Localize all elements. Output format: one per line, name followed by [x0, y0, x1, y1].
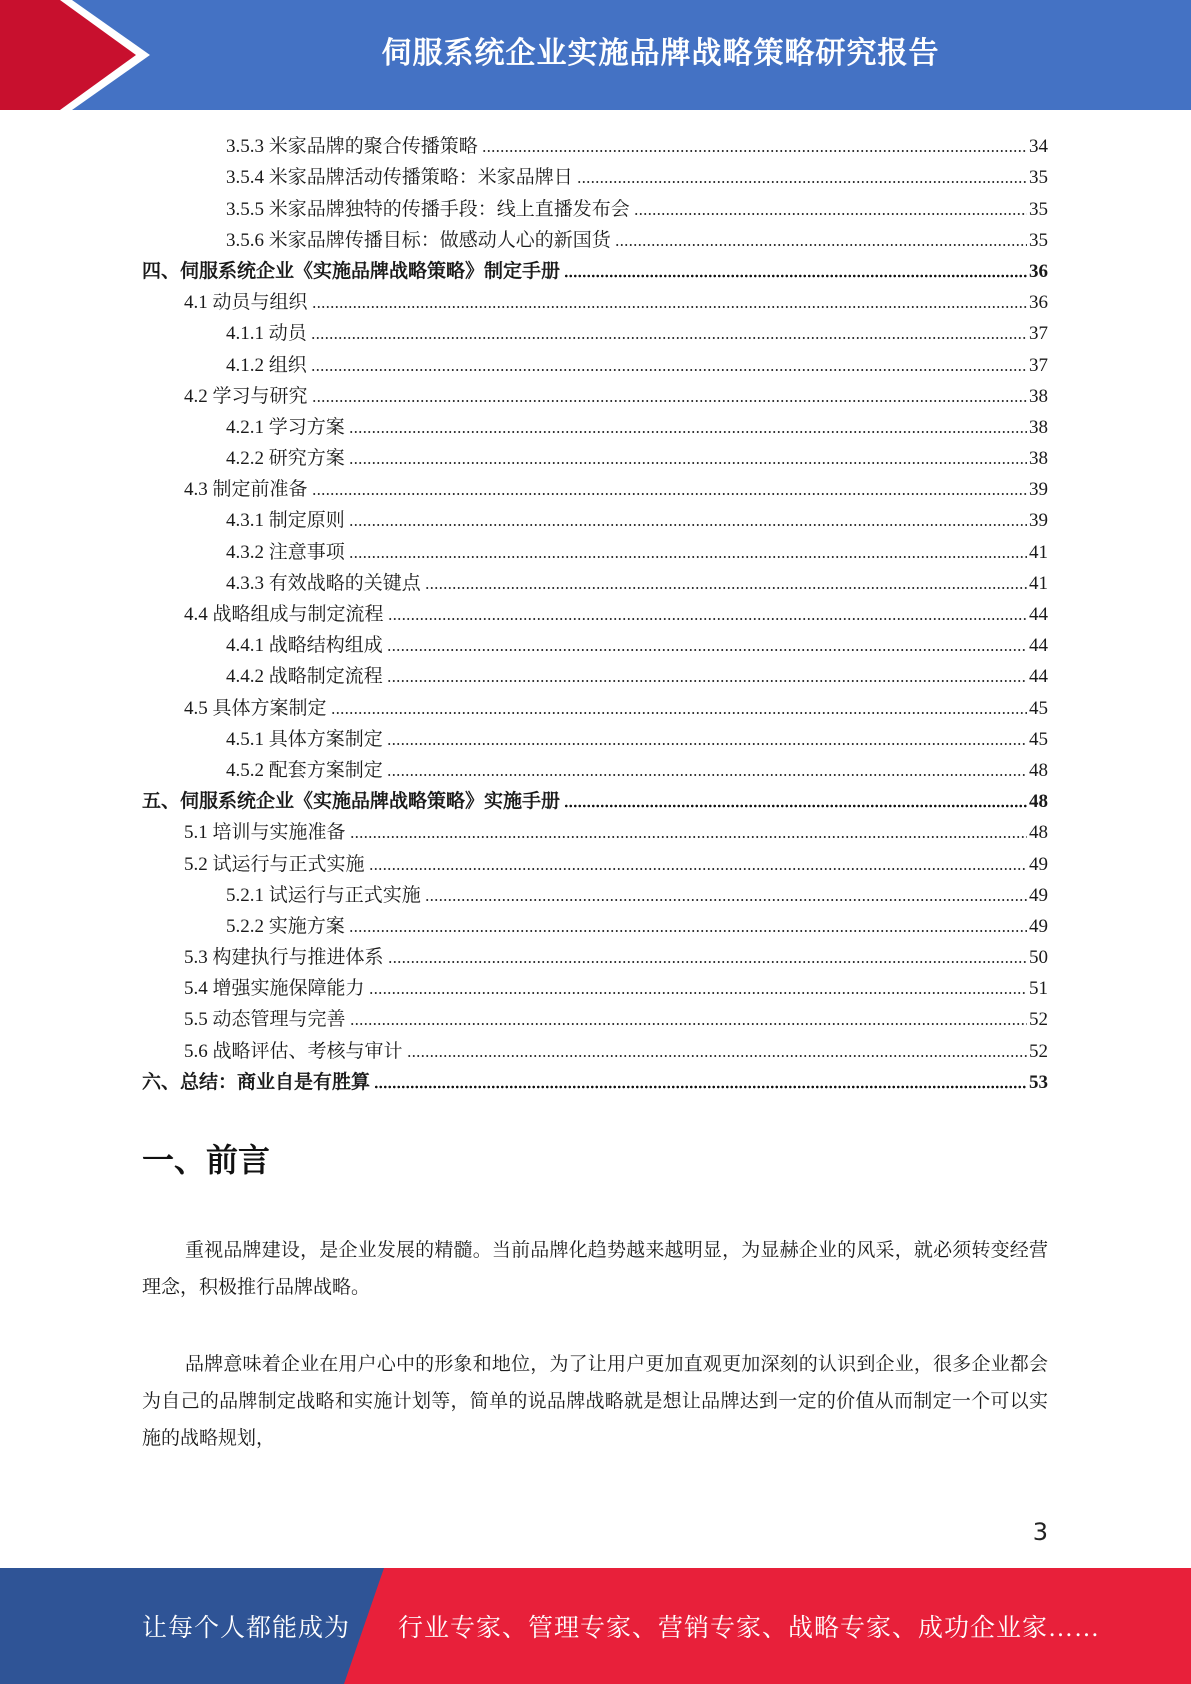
toc-entry-page: 37 [1029, 354, 1048, 376]
toc-dot-leader [387, 678, 1027, 684]
toc-entry[interactable] [142, 159, 1048, 190]
toc-entry-page: 51 [1029, 978, 1048, 1000]
toc-entry[interactable] [142, 1032, 1048, 1063]
toc-entry-page: 41 [1029, 572, 1048, 594]
page-header [0, 0, 1191, 110]
toc-dot-leader [407, 1053, 1027, 1059]
toc-entry-label: 3.5.6 米家品牌传播目标：做感动人心的新国货 [226, 229, 611, 251]
header-title: 伺服系统企业实施品牌战略策略研究报告 [381, 36, 940, 71]
toc-entry[interactable] [142, 1064, 1048, 1095]
toc-dot-leader [615, 242, 1027, 248]
toc-entry-label: 4.1.1 动员 [226, 323, 307, 345]
toc-entry-page: 44 [1029, 604, 1048, 625]
toc-entry[interactable] [142, 471, 1048, 502]
table-of-contents [142, 128, 1048, 1095]
toc-entry-label: 4.2 学习与研究 [184, 385, 308, 407]
toc-entry-label: 3.5.4 米家品牌活动传播策略：米家品牌日 [226, 167, 573, 189]
toc-entry[interactable] [142, 783, 1048, 814]
toc-entry[interactable] [142, 658, 1048, 689]
toc-dot-leader [387, 772, 1027, 778]
toc-entry[interactable] [142, 1001, 1048, 1032]
toc-dot-leader [425, 897, 1027, 903]
toc-entry-label: 4.3.2 注意事项 [226, 541, 345, 563]
toc-entry[interactable] [142, 845, 1048, 876]
toc-entry[interactable] [142, 908, 1048, 939]
toc-dot-leader [388, 616, 1027, 622]
toc-entry-label: 4.5.2 配套方案制定 [226, 759, 383, 781]
toc-dot-leader [331, 710, 1027, 716]
toc-entry[interactable] [142, 284, 1048, 315]
toc-entry[interactable] [142, 939, 1048, 970]
toc-entry-label: 5.2 试运行与正式实施 [184, 853, 365, 875]
toc-entry-page: 49 [1029, 884, 1048, 906]
body-paragraph-2: 品牌意味着企业在用户心中的形象和地位，为了让用户更加直观更加深刻的认识到企业，很多企业都会为自己的品牌制定战略和实施计划等，简单的说品牌战略就是想让品牌达到一定的价值从而制定一个可以实施的战略规划， [142, 1354, 1048, 1449]
toc-entry-page: 38 [1029, 385, 1048, 407]
toc-entry-label: 四、伺服系统企业《实施品牌战略策略》制定手册 [142, 260, 561, 282]
toc-entry-label: 5.2.2 实施方案 [226, 915, 345, 937]
toc-entry-label: 4.5.1 具体方案制定 [226, 728, 383, 750]
toc-entry[interactable] [142, 190, 1048, 221]
toc-entry[interactable] [142, 752, 1048, 783]
toc-entry[interactable] [142, 502, 1048, 533]
toc-entry-label: 4.4 战略组成与制定流程 [184, 604, 384, 625]
toc-entry-page: 39 [1029, 510, 1048, 532]
toc-entry-page: 48 [1029, 791, 1048, 813]
toc-entry-page: 44 [1029, 635, 1048, 657]
toc-entry-label: 5.6 战略评估、考核与审计 [184, 1040, 403, 1062]
toc-dot-leader [425, 585, 1027, 591]
toc-entry-label: 5.1 培训与实施准备 [184, 822, 346, 844]
toc-entry-label: 5.3 构建执行与推进体系 [184, 947, 384, 969]
toc-entry-label: 六、总结：商业自是有胜算 [142, 1071, 371, 1093]
toc-entry[interactable] [142, 627, 1048, 658]
toc-entry-page: 38 [1029, 448, 1048, 470]
toc-entry-page: 45 [1029, 697, 1048, 719]
toc-entry-page: 41 [1029, 541, 1048, 563]
toc-dot-leader [388, 959, 1027, 965]
toc-entry-label: 4.3.1 制定原则 [226, 510, 345, 532]
toc-entry-page: 49 [1029, 853, 1048, 875]
toc-entry-page: 39 [1029, 479, 1048, 501]
toc-entry-page: 44 [1029, 666, 1048, 688]
toc-entry[interactable] [142, 970, 1048, 1001]
toc-entry[interactable] [142, 596, 1048, 627]
toc-entry-label: 4.2.2 研究方案 [226, 448, 345, 470]
toc-entry-page: 35 [1029, 229, 1048, 251]
toc-entry-label: 4.4.2 战略制定流程 [226, 666, 383, 688]
toc-entry[interactable] [142, 409, 1048, 440]
toc-entry-label: 4.5 具体方案制定 [184, 697, 327, 719]
toc-entry-label: 4.1.2 组织 [226, 354, 307, 376]
toc-dot-leader [564, 273, 1027, 279]
toc-entry-label: 5.5 动态管理与完善 [184, 1009, 346, 1031]
toc-entry-page: 53 [1029, 1071, 1048, 1093]
header-arrow-icon [0, 0, 160, 110]
toc-entry-label: 4.2.1 学习方案 [226, 416, 345, 438]
toc-entry[interactable] [142, 814, 1048, 845]
footer-slogan-right: 行业专家、管理专家、营销专家、战略专家、成功企业家…… [398, 1615, 1101, 1642]
toc-dot-leader [312, 491, 1027, 497]
toc-dot-leader [369, 990, 1027, 996]
toc-entry-page: 34 [1029, 136, 1048, 158]
toc-dot-leader [374, 1084, 1027, 1090]
toc-entry-label: 4.3.3 有效战略的关键点 [226, 572, 421, 594]
toc-dot-leader [349, 928, 1027, 934]
toc-entry-page: 52 [1029, 1040, 1048, 1062]
toc-entry-page: 35 [1029, 198, 1048, 220]
toc-entry-page: 48 [1029, 759, 1048, 781]
toc-dot-leader [349, 460, 1027, 466]
toc-entry-label: 3.5.5 米家品牌独特的传播手段：线上直播发布会 [226, 198, 630, 220]
toc-entry-page: 48 [1029, 822, 1048, 844]
footer-slogan-left: 让每个人都能成为 [142, 1615, 351, 1642]
toc-entry-label: 5.2.1 试运行与正式实施 [226, 884, 421, 906]
toc-entry[interactable] [142, 689, 1048, 720]
section-heading: 一、前言 [142, 1141, 271, 1179]
toc-dot-leader [350, 834, 1027, 840]
toc-dot-leader [349, 522, 1027, 528]
toc-entry[interactable] [142, 378, 1048, 409]
toc-entry-label: 4.4.1 战略结构组成 [226, 635, 383, 657]
toc-dot-leader [387, 647, 1027, 653]
toc-entry[interactable] [142, 721, 1048, 752]
toc-entry-page: 45 [1029, 728, 1048, 750]
toc-entry[interactable] [142, 533, 1048, 564]
toc-entry[interactable] [142, 222, 1048, 253]
toc-entry-page: 50 [1029, 947, 1048, 969]
toc-entry[interactable] [142, 315, 1048, 346]
body-paragraph-1: 重视品牌建设，是企业发展的精髓。当前品牌化趋势越来越明显，为显赫企业的风采，就必须转变经营理念，积极推行品牌战略。 [142, 1240, 1048, 1298]
toc-dot-leader [349, 429, 1027, 435]
toc-entry-page: 37 [1029, 323, 1048, 345]
toc-entry-page: 35 [1029, 167, 1048, 189]
toc-dot-leader [311, 367, 1027, 373]
toc-dot-leader [311, 335, 1027, 341]
toc-dot-leader [350, 1021, 1027, 1027]
toc-entry-label: 五、伺服系统企业《实施品牌战略策略》实施手册 [142, 791, 561, 813]
toc-entry[interactable] [142, 565, 1048, 596]
toc-dot-leader [482, 148, 1027, 154]
page-number: 3 [1032, 1518, 1048, 1546]
toc-dot-leader [369, 866, 1027, 872]
toc-entry-page: 36 [1029, 292, 1048, 314]
toc-entry-label: 3.5.3 米家品牌的聚合传播策略 [226, 136, 478, 158]
toc-entry-page: 49 [1029, 915, 1048, 937]
toc-entry[interactable] [142, 346, 1048, 377]
toc-dot-leader [577, 179, 1027, 185]
toc-entry-page: 52 [1029, 1009, 1048, 1031]
toc-entry[interactable] [142, 440, 1048, 471]
toc-dot-leader [312, 398, 1027, 404]
toc-entry-page: 36 [1029, 260, 1048, 282]
toc-dot-leader [387, 741, 1027, 747]
toc-entry-page: 38 [1029, 416, 1048, 438]
toc-dot-leader [564, 803, 1027, 809]
toc-entry-label: 4.3 制定前准备 [184, 479, 308, 501]
page-footer [0, 1568, 1191, 1684]
toc-entry[interactable] [142, 253, 1048, 284]
toc-dot-leader [312, 304, 1027, 310]
toc-dot-leader [634, 211, 1027, 217]
toc-entry-label: 4.1 动员与组织 [184, 292, 308, 314]
toc-entry[interactable] [142, 128, 1048, 159]
toc-entry-label: 5.4 增强实施保障能力 [184, 978, 365, 1000]
toc-entry[interactable] [142, 877, 1048, 908]
toc-dot-leader [349, 554, 1027, 560]
